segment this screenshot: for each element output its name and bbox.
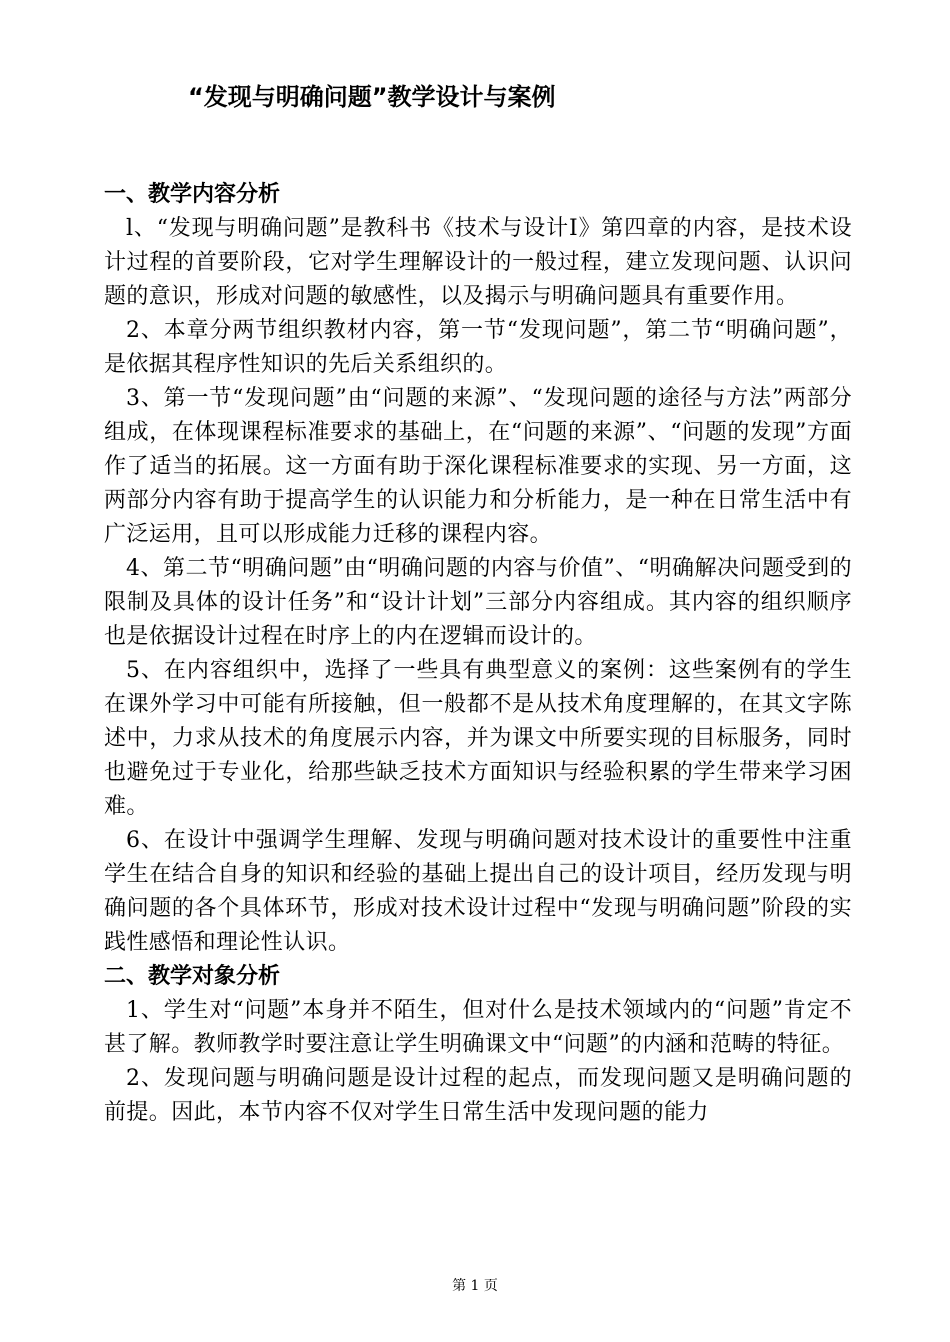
section-heading: 一、教学内容分析 bbox=[104, 182, 281, 207]
paragraph: 2、发现问题与明确问题是设计过程的起点，而发现问题又是明确问题的前提。因此，本节内容不仅对学生日常生活中发现问题的能力 bbox=[104, 1066, 852, 1125]
paragraph: l、“发现与明确问题”是教科书《技术与设计Ⅰ》第四章的内容，是技术设计过程的首要阶段，它对学生理解设计的一般过程，建立发现问题、认识问题的意识，形成对问题的敏感性，以及揭示与明确问题具有重要作用。 bbox=[104, 216, 852, 309]
section-audience-analysis bbox=[104, 960, 852, 1130]
paragraph: 2、本章分两节组织教材内容，第一节“发现问题”，第二节“明确问题”，是依据其程序性知识的先后关系组织的。 bbox=[104, 318, 852, 377]
paragraph: 6、在设计中强调学生理解、发现与明确问题对技术设计的重要性中注重学生在结合自身的知识和经验的基础上提出自己的设计项目，经历发现与明确问题的各个具体环节，形成对技术设计过程中“发现与明确问题”阶段的实践性感悟和理论性认识。 bbox=[104, 828, 852, 955]
paragraph: 5、在内容组织中，选择了一些具有典型意义的案例：这些案例有的学生在课外学习中可能有所接触，但一般都不是从技术角度理解的，在其文字陈述中，力求从技术的角度展示内容，并为课文中所要实现的目标服务，同时也避免过于专业化，给那些缺乏技术方面知识与经验积累的学生带来学习困难。 bbox=[104, 658, 852, 819]
paragraph: 4、第二节“明确问题”由“明确问题的内容与价值”、“明确解决问题受到的限制及具体的设计任务”和“设计计划”三部分内容组成。其内容的组织顺序也是依据设计过程在时序上的内在逻辑而设计的。 bbox=[104, 556, 852, 649]
document-title: “发现与明确问题”教学设计与案例 bbox=[188, 83, 556, 111]
paragraph: 1、学生对“问题”本身并不陌生，但对什么是技术领域内的“问题”肯定不甚了解。教师教学时要注意让学生明确课文中“问题”的内涵和范畴的特征。 bbox=[104, 998, 852, 1057]
paragraph: 3、第一节“发现问题”由“问题的来源”、“发现问题的途径与方法”两部分组成，在体现课程标准要求的基础上，在“问题的来源”、“问题的发现”方面作了适当的拓展。这一方面有助于深化课程标准要求的实现、另一方面，这两部分内容有助于提高学生的认识能力和分析能力，是一种在日常生活中有广泛运用，且可以形成能力迁移的课程内容。 bbox=[104, 386, 852, 547]
page-number: 第 1 页 bbox=[452, 1278, 498, 1294]
section-content-analysis bbox=[104, 178, 852, 960]
document-body bbox=[104, 178, 852, 1130]
section-heading: 二、教学对象分析 bbox=[104, 964, 281, 989]
